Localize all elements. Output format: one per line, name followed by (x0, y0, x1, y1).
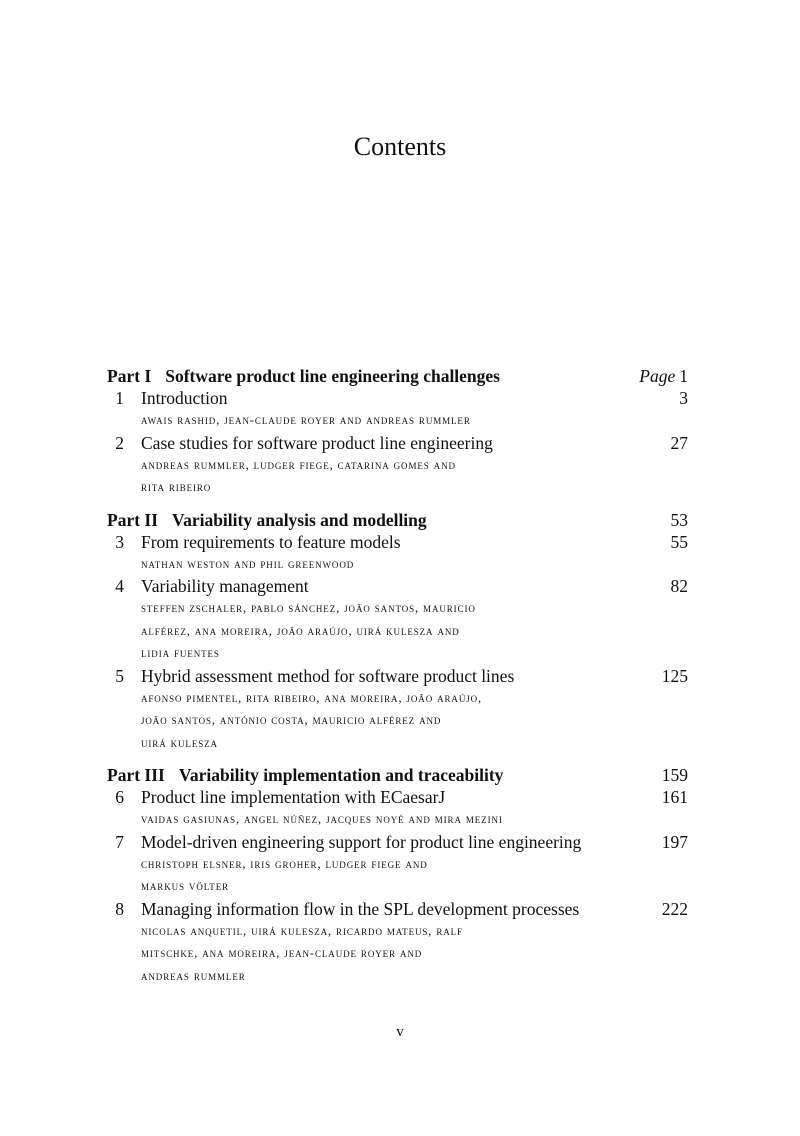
part-title: Software product line engineering challenges (165, 366, 500, 386)
chapter-number: 2 (115, 432, 124, 453)
part-spacer (107, 499, 688, 509)
chapter-authors (107, 454, 688, 499)
chapter-page-number: 161 (661, 787, 688, 807)
part-title: Variability implementation and traceability (178, 765, 504, 785)
chapter-title: Model-driven engineering support for product line engineering (141, 831, 582, 852)
chapter-entry[interactable] (107, 575, 688, 597)
chapter-authors (107, 808, 688, 831)
part-page-number (671, 509, 689, 531)
author-line: steffen zschaler, pablo sánchez, joão santos, mauricio (141, 601, 476, 615)
part-page-value: 1 (679, 366, 688, 386)
part-heading[interactable] (107, 764, 688, 786)
author-line: christoph elsner, iris groher, ludger fiege and (141, 856, 428, 871)
chapter-title: Variability management (141, 576, 309, 596)
chapter-authors (107, 853, 688, 898)
chapter-number: 7 (115, 831, 124, 852)
chapter-title: Product line implementation with ECaesarJ (141, 787, 446, 807)
author-line: vaidas gasiunas, angel núñez, jacques noyé and mira mezini (141, 812, 503, 826)
part-label: Part II (107, 509, 159, 530)
chapter-number: 3 (115, 531, 124, 552)
author-line: awais rashid, jean-claude royer and andreas rummler (141, 413, 471, 427)
part-page-number (639, 365, 688, 387)
page-title: Contents (353, 132, 447, 161)
chapter-entry[interactable] (107, 665, 688, 687)
chapter-title: Introduction (141, 388, 228, 408)
chapter-number: 4 (115, 576, 124, 596)
chapter-authors (107, 597, 688, 665)
author-line: nathan weston and phil greenwood (141, 556, 355, 571)
chapter-number: 6 (115, 787, 124, 807)
chapter-authors (107, 920, 688, 988)
chapter-entry[interactable] (107, 831, 688, 853)
table-of-contents (107, 365, 688, 987)
part-heading[interactable] (107, 509, 688, 531)
chapter-entry[interactable] (107, 898, 688, 920)
chapter-page-number: 82 (670, 576, 688, 596)
chapter-title: From requirements to feature models (141, 531, 401, 552)
chapter-title: Hybrid assessment method for software product lines (141, 665, 515, 686)
chapter-number: 5 (115, 665, 124, 686)
chapter-entry[interactable] (107, 432, 688, 454)
author-line: joão santos, antónio costa, mauricio alférez and (141, 713, 442, 727)
author-line: andreas rummler (141, 968, 246, 983)
chapter-title: Managing information flow in the SPL development processes (141, 898, 580, 919)
chapter-page-number: 55 (670, 531, 688, 552)
chapter-number: 1 (115, 388, 124, 408)
chapter-authors (107, 553, 688, 576)
page-folio: v (396, 1024, 404, 1040)
part-spacer (107, 754, 688, 764)
part-heading[interactable] (107, 365, 688, 387)
part-page-value: 159 (661, 765, 688, 785)
chapter-page-number: 27 (670, 432, 688, 453)
author-line: mitschke, ana moreira, jean-claude royer and (141, 946, 423, 960)
part-page-value: 53 (670, 509, 688, 530)
chapter-authors (107, 409, 688, 432)
page-label-word: Page (639, 366, 676, 386)
chapter-entry[interactable] (107, 387, 688, 409)
author-line: markus völter (141, 879, 230, 893)
author-line: nicolas anquetil, uirá kulesza, ricardo mateus, ralf (141, 923, 463, 938)
chapter-page-number: 197 (661, 831, 688, 852)
part-label: Part III (107, 765, 165, 785)
chapter-authors (107, 687, 688, 755)
chapter-entry[interactable] (107, 531, 688, 553)
author-line: uirá kulesza (141, 735, 218, 750)
chapter-entry[interactable] (107, 786, 688, 808)
author-line: rita ribeiro (141, 480, 212, 494)
author-line: lidia fuentes (141, 646, 220, 660)
part-label: Part I (107, 366, 152, 386)
chapter-number: 8 (115, 898, 124, 919)
author-line: alférez, ana moreira, joão araújo, uirá kulesza and (141, 623, 460, 638)
author-line: andreas rummler, ludger fiege, catarina gomes and (141, 457, 456, 472)
chapter-page-number: 222 (661, 898, 688, 919)
chapter-page-number: 3 (679, 388, 688, 408)
part-page-number (662, 764, 688, 786)
chapter-title: Case studies for software product line engineering (141, 432, 493, 453)
part-title: Variability analysis and modelling (172, 509, 427, 530)
author-line: afonso pimentel, rita ribeiro, ana moreira, joão araújo, (141, 690, 483, 705)
chapter-page-number: 125 (661, 665, 688, 686)
